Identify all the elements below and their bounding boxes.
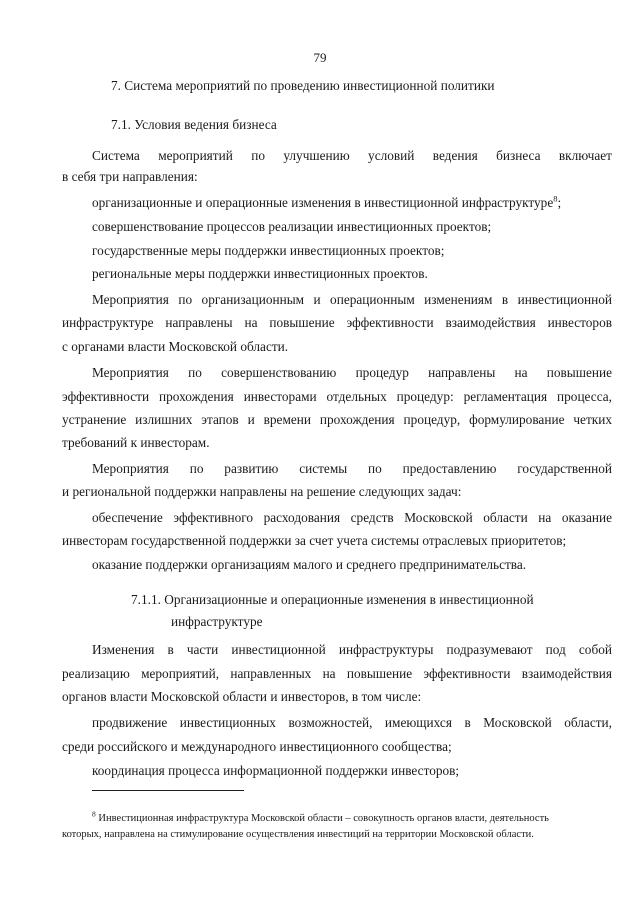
task-item-2: оказание поддержки организациям малого и среднего предпринимательства. — [92, 557, 527, 572]
footnote-separator — [92, 790, 244, 791]
task-item-1: обеспечение эффективного расходования средств Московской области на оказание — [92, 510, 612, 525]
section-heading-7-1-1-line-1: 7.1.1. Организационные и операционные изменения в инвестиционной — [131, 592, 534, 607]
para-proc-line-1: Мероприятия по совершенствованию процедур направлены на повышение — [92, 365, 612, 380]
list-item-1: продвижение инвестиционных возможностей, имеющихся в Московской области, — [92, 715, 612, 730]
footnote-mark: 8 — [92, 809, 96, 819]
direction-item-1-text: организационные и операционные изменения в инвестиционной инфраструктуре — [92, 195, 554, 210]
para-changes-line-2: реализацию мероприятий, направленных на повышение эффективности взаимодействия — [62, 666, 612, 681]
direction-item-1-tail: ; — [557, 195, 562, 210]
section-heading-7-1: 7.1. Условия ведения бизнеса — [111, 117, 277, 132]
section-heading-7: 7. Система мероприятий по проведению инвестиционной политики — [111, 78, 495, 93]
para-support-line-2: и региональной поддержки направлены на решение следующих задач: — [62, 484, 462, 499]
footnote-line-2: которых, направлена на стимулирование осуществления инвестиций на территории Московской области. — [62, 829, 534, 840]
direction-item-1 — [92, 195, 561, 211]
para-org-line-3: с органами власти Московской области. — [62, 339, 289, 354]
list-item-1-cont: среди российского и международного инвестиционного сообщества; — [62, 739, 452, 754]
para-changes-line-1: Изменения в части инвестиционной инфраструктуры подразумевают под собой — [92, 642, 612, 657]
footnote-line-1 — [92, 809, 549, 825]
para-proc-line-4: требований к инвесторам. — [62, 435, 210, 450]
direction-item-4: региональные меры поддержки инвестиционных проектов. — [92, 266, 428, 281]
list-item-2: координация процесса информационной поддержки инвесторов; — [92, 763, 460, 778]
para-proc-line-2: эффективности прохождения инвесторами отдельных процедур: регламентация процесса, — [62, 389, 612, 404]
footnote-line-1-text: Инвестиционная инфраструктура Московской области – совокупность органов власти, деятельность — [95, 813, 549, 824]
footnote-reference: 8 — [553, 193, 558, 204]
intro-line-2: в себя три направления: — [62, 169, 198, 184]
para-support-line-1: Мероприятия по развитию системы по предоставлению государственной — [92, 461, 612, 476]
para-org-line-2: инфраструктуре направлены на повышение эффективности взаимодействия инвесторов — [62, 315, 612, 330]
para-proc-line-3: устранение излишних этапов и времени прохождения процедур, формулирование четких — [62, 412, 612, 427]
para-org-line-1: Мероприятия по организационным и операционным изменениям в инвестиционной — [92, 292, 612, 307]
section-heading-7-1-1-line-2: инфраструктуре — [171, 614, 263, 629]
page-number: 79 — [313, 50, 327, 65]
direction-item-2: совершенствование процессов реализации инвестиционных проектов; — [92, 219, 492, 234]
para-changes-line-3: органов власти Московской области и инвесторов, в том числе: — [62, 689, 422, 704]
task-item-1-cont: инвесторам государственной поддержки за счет учета системы отраслевых приоритетов; — [62, 533, 567, 548]
intro-line-1: Система мероприятий по улучшению условий ведения бизнеса включает — [92, 148, 612, 163]
direction-item-3: государственные меры поддержки инвестиционных проектов; — [92, 243, 445, 258]
